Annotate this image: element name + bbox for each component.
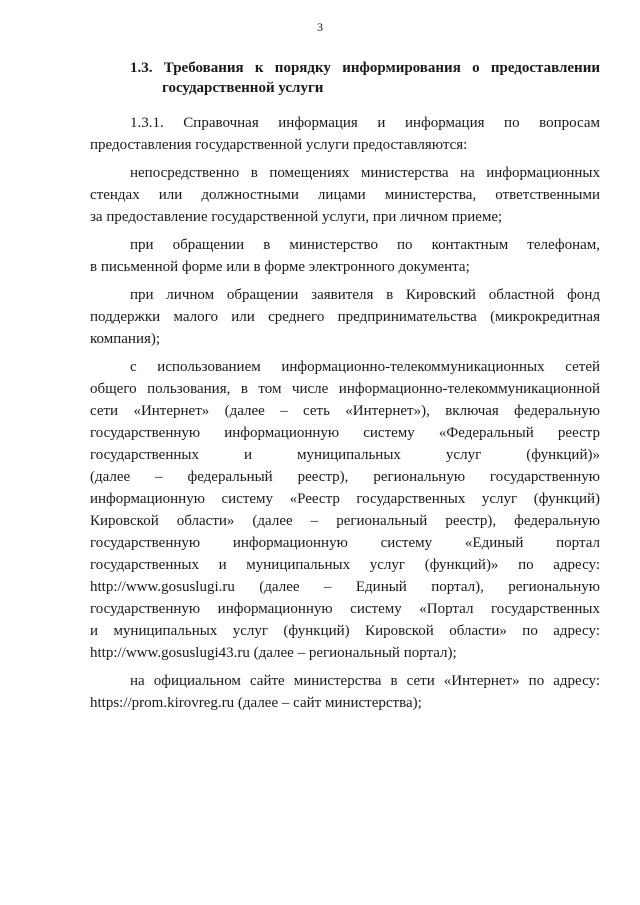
text-line: поддержки малого или среднего предпринимательства (микрокредитная	[90, 309, 600, 325]
text-line: Кировской области» (далее – региональный реестр), федеральную	[90, 513, 600, 529]
paragraph	[90, 356, 600, 664]
text-line: государственную информационную систему «Портал государственных	[90, 601, 600, 617]
text-line: стендах или должностными лицами министерства, ответственными	[90, 187, 600, 203]
text-line: на официальном сайте министерства в сети «Интернет» по адресу:	[130, 673, 600, 689]
text-line: при обращении в министерство по контактным телефонам,	[130, 237, 600, 253]
text-line: государственную информационную систему «Федеральный реестр	[90, 425, 600, 441]
section-heading	[130, 58, 600, 98]
paragraph	[90, 234, 600, 278]
text-line: (далее – федеральный реестр), региональную государственную	[90, 469, 600, 485]
text-line: государственную информационную систему «Единый портал	[90, 535, 600, 551]
text-line: непосредственно в помещениях министерства на информационных	[130, 165, 600, 181]
section-heading-line-1: 1.3. Требования к порядку информирования о предоставлении	[130, 60, 600, 76]
text-line: общего пользования, в том числе информационно-телекоммуникационной	[90, 381, 600, 397]
section-heading-line-2: государственной услуги	[162, 80, 324, 96]
text-line: сети «Интернет» (далее – сеть «Интернет»), включая федеральную	[90, 403, 600, 419]
document-body	[90, 112, 600, 714]
paragraph	[90, 670, 600, 714]
text-line: https://prom.kirovreg.ru (далее – сайт министерства);	[90, 695, 422, 711]
text-line: в письменной форме или в форме электронного документа;	[90, 259, 470, 275]
text-line: 1.3.1. Справочная информация и информация по вопросам	[130, 115, 600, 131]
text-line: за предоставление государственной услуги, при личном приеме;	[90, 209, 503, 225]
text-line: http://www.gosuslugi43.ru (далее – региональный портал);	[90, 645, 457, 661]
text-line: информационную систему «Реестр государственных услуг (функций)	[90, 491, 600, 507]
page-number: 3	[317, 20, 323, 34]
text-line: государственных и муниципальных услуг (функций)» по адресу:	[90, 557, 600, 573]
text-line: предоставления государственной услуги предоставляются:	[90, 137, 468, 153]
text-line: http://www.gosuslugi.ru (далее – Единый портал), региональную	[90, 579, 600, 595]
text-line: при личном обращении заявителя в Кировский областной фонд	[130, 287, 600, 303]
paragraph	[90, 284, 600, 350]
text-line: и муниципальных услуг (функций) Кировской области» по адресу:	[90, 623, 600, 639]
paragraph	[90, 162, 600, 228]
paragraph	[90, 112, 600, 156]
text-line: с использованием информационно-телекоммуникационных сетей	[130, 359, 600, 375]
text-line: компания);	[90, 331, 161, 347]
text-line: государственных и муниципальных услуг (функций)»	[90, 447, 600, 463]
